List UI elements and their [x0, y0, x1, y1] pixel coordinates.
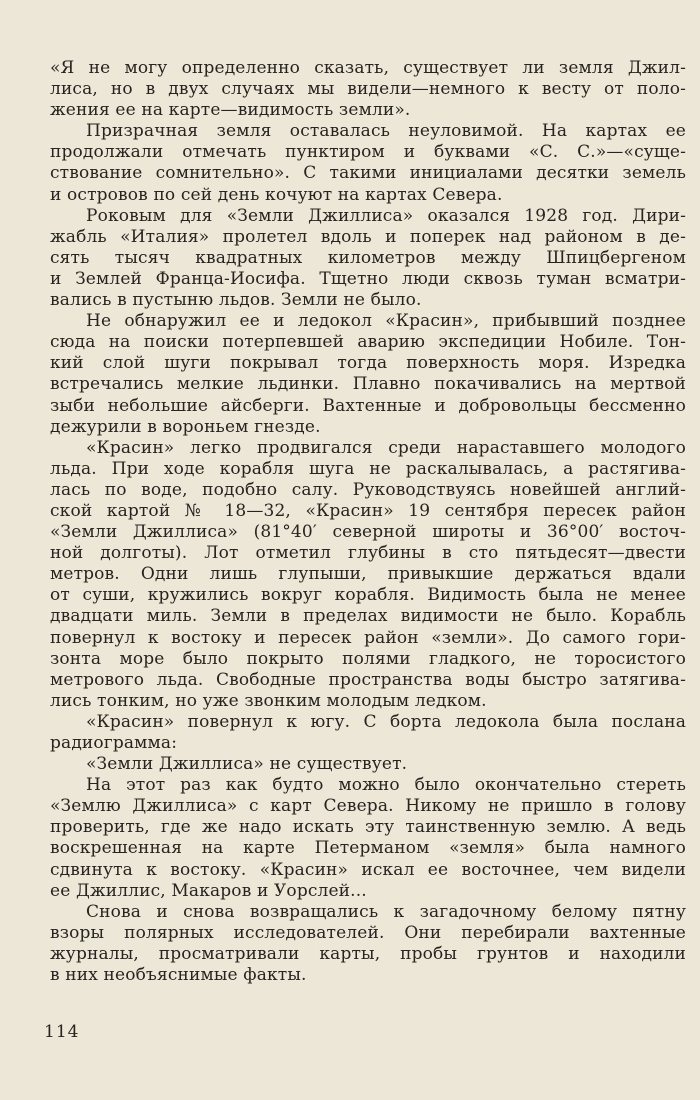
text-line: «Земли Джиллиса» не существует.: [86, 754, 408, 775]
text-line: льда. При ходе корабля шуга не раскалывалась, а растягива-: [50, 458, 686, 479]
text-line: «Красин» легко продвигался среди нараставшего молодого: [86, 437, 686, 458]
text-line: радиограмма:: [50, 733, 178, 753]
text-line: Снова и снова возвращались к загадочному белому пятну: [86, 901, 686, 922]
text-line: двадцати миль. Земли в пределах видимости не было. Корабль: [50, 606, 686, 627]
text-line: зыби небольшие айсберги. Вахтенные и добровольцы бессменно: [50, 395, 686, 416]
text-line: «Красин» повернул к югу. С борта ледокола была послана: [86, 711, 686, 732]
text-line: сять тысяч квадратных километров между Шпицбергеном: [50, 247, 686, 268]
text-line: ствование сомнительно». С такими инициалами десятки земель: [50, 163, 686, 184]
text-line: Призрачная земля оставалась неуловимой. На картах ее: [86, 121, 686, 142]
text-line: повернул к востоку и пересек район «земли». До самого гори-: [50, 627, 686, 648]
text-line: метрового льда. Свободные пространства воды быстро затягива-: [50, 669, 686, 690]
text-line: зонта море было покрыто полями гладкого, не торосистого: [50, 648, 686, 669]
text-line: и островов по сей день кочуют на картах Севера.: [50, 184, 503, 205]
text-line: ее Джиллис, Макаров и Уорслей...: [50, 880, 367, 901]
text-line: жабль «Италия» пролетел вдоль и поперек над районом в де-: [50, 226, 686, 247]
text-line: «Я не могу определенно сказать, существует ли земля Джил-: [50, 58, 686, 78]
text-line: метров. Одни лишь глупыши, привыкшие держаться вдали: [50, 564, 686, 585]
text-line: встречались мелкие льдинки. Плавно покачивались на мертвой: [50, 374, 686, 395]
text-line: лась по воде, подобно салу. Руководствуясь новейшей англий-: [50, 479, 686, 500]
text-line: «Землю Джиллиса» с карт Севера. Никому не пришло в голову: [50, 796, 686, 817]
body-text: [50, 58, 686, 986]
text-line: жения ее на карте—видимость земли».: [50, 100, 411, 121]
text-line: ской картой № 18—32, «Красин» 19 сентября пересек район: [50, 500, 686, 521]
text-line: воскрешенная на карте Петерманом «земля» была намного: [50, 838, 686, 859]
text-line: журналы, просматривали карты, пробы грунтов и находили: [50, 943, 686, 964]
page-number: 114: [44, 1022, 80, 1042]
text-line: продолжали отмечать пунктиром и буквами «С. С.»—«суще-: [50, 142, 686, 163]
text-line: в них необъяснимые факты.: [50, 965, 307, 986]
text-line: взоры полярных исследователей. Они перебирали вахтенные: [50, 922, 686, 943]
text-line: лиса, но в двух случаях мы видели—немного к весту от поло-: [50, 79, 686, 100]
text-line: сюда на поиски потерпевшей аварию экспедиции Нобиле. Тон-: [50, 332, 686, 353]
text-line: кий слой шуги покрывал тогда поверхность моря. Изредка: [50, 353, 686, 374]
text-line: ной долготы). Лот отметил глубины в сто пятьдесят—двести: [50, 543, 686, 564]
text-line: от суши, кружились вокруг корабля. Видимость была не менее: [50, 585, 686, 606]
text-line: Не обнаружил ее и ледокол «Красин», прибывший позднее: [86, 311, 686, 332]
text-line: дежурили в вороньем гнезде.: [50, 416, 321, 437]
text-line: и Землей Франца-Иосифа. Тщетно люди сквозь туман всматри-: [50, 268, 686, 289]
text-line: проверить, где же надо искать эту таинственную землю. А ведь: [50, 817, 686, 838]
text-line: На этот раз как будто можно было окончательно стереть: [86, 775, 686, 796]
text-line: вались в пустыню льдов. Земли не было.: [50, 290, 422, 311]
text-line: «Земли Джиллиса» (81°40′ северной широты и 36°00′ восточ-: [50, 522, 686, 543]
text-line: лись тонким, но уже звонким молодым ледком.: [50, 690, 487, 711]
text-line: сдвинута к востоку. «Красин» искал ее восточнее, чем видели: [50, 859, 686, 880]
text-line: Роковым для «Земли Джиллиса» оказался 1928 год. Дири-: [86, 205, 686, 226]
